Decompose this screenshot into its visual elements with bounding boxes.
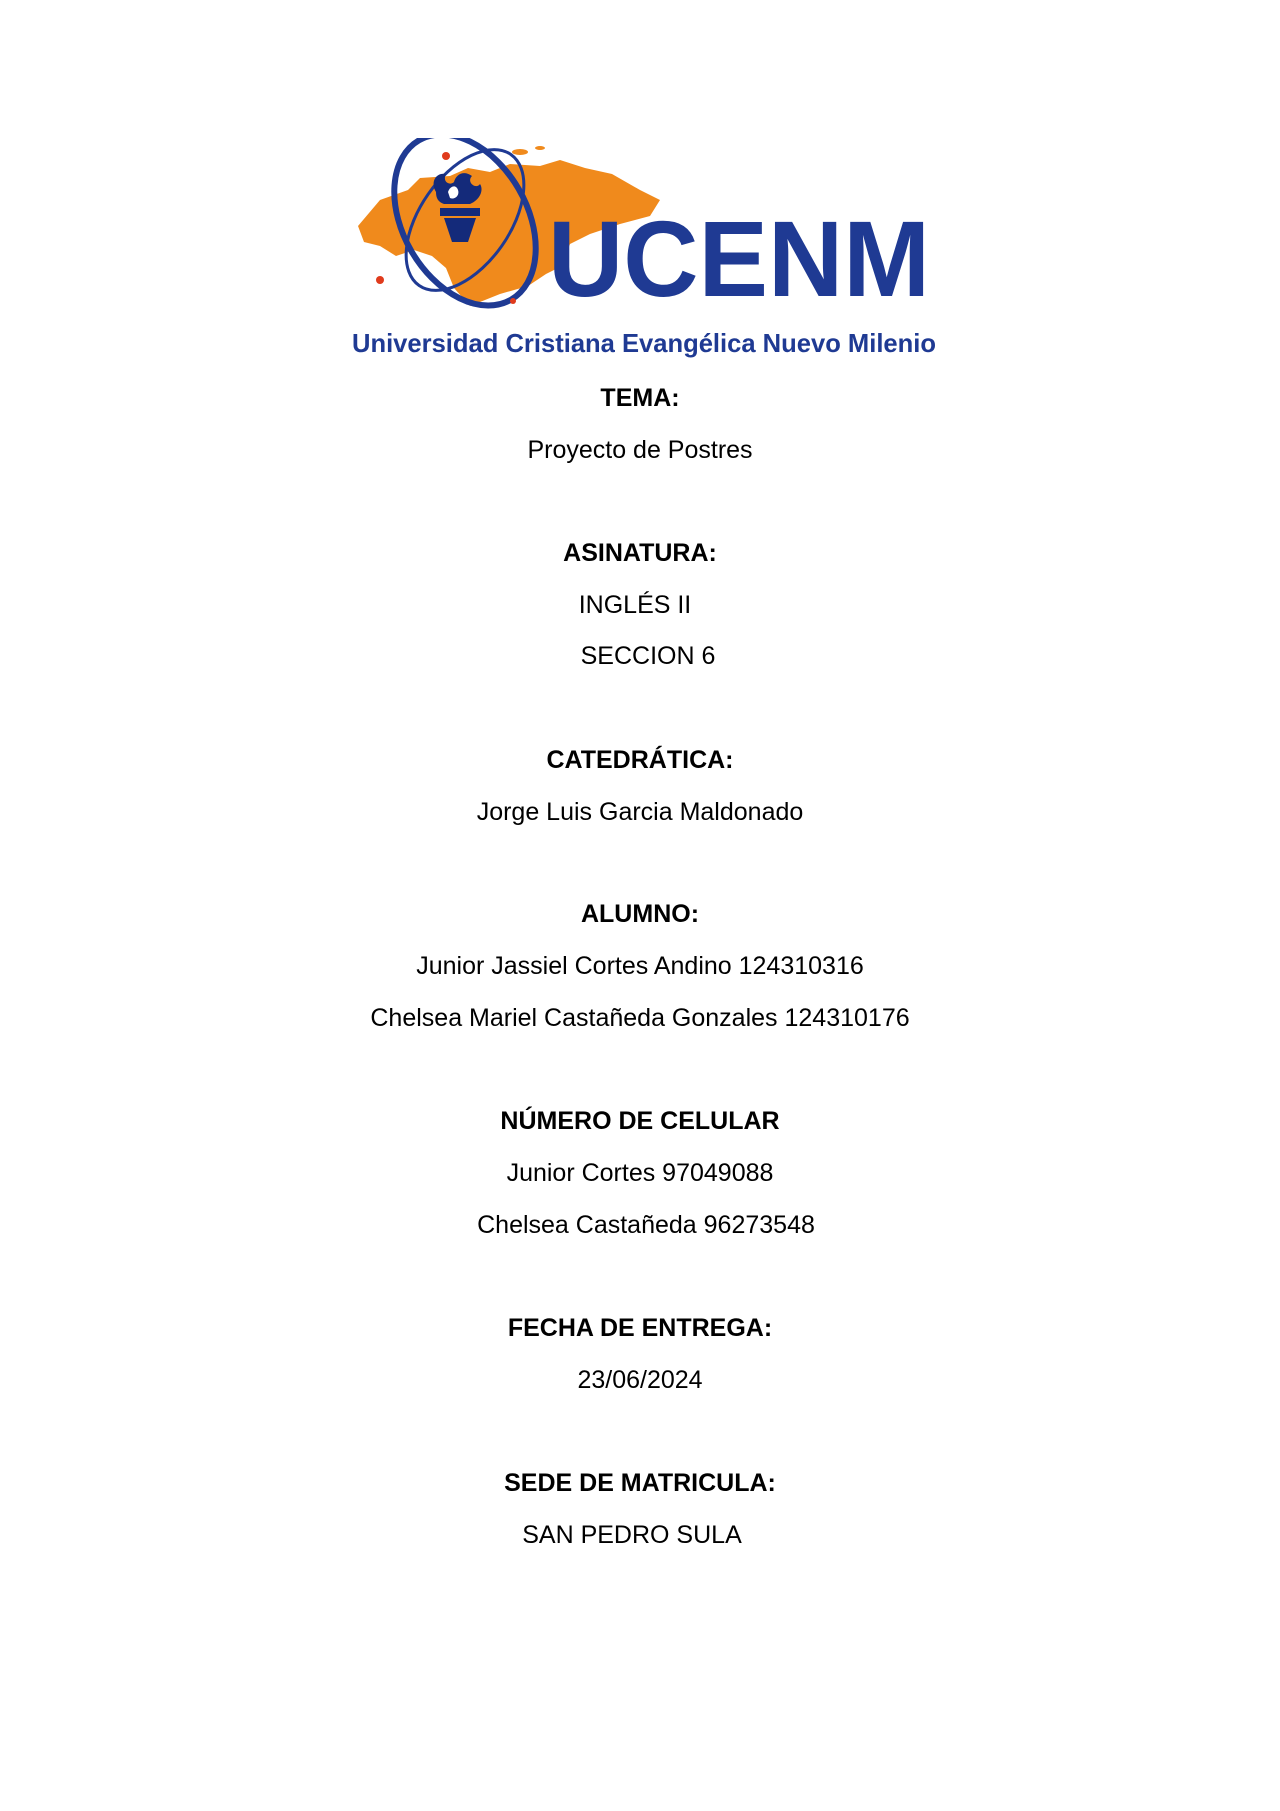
asignatura-section: SECCION 6 [580,642,716,670]
catedratica-heading: CATEDRÁTICA: [546,746,734,774]
celular-heading: NÚMERO DE CELULAR [500,1107,780,1135]
tema-heading: TEMA: [600,384,680,412]
sede-value: SAN PEDRO SULA [522,1521,742,1549]
asignatura-heading: ASINATURA: [563,539,717,567]
alumno-heading: ALUMNO: [580,900,700,928]
celular-line-2: Chelsea Castañeda 96273548 [477,1211,815,1239]
celular-line-1: Junior Cortes 97049088 [506,1159,774,1187]
fecha-value: 23/06/2024 [577,1366,703,1394]
logo-acronym: UCENM [548,198,930,319]
fecha-heading: FECHA DE ENTREGA: [507,1314,773,1342]
tema-value: Proyecto de Postres [527,436,753,464]
alumno-name-1: Junior Jassiel Cortes Andino 124310316 [416,952,864,980]
ucenm-logo [350,138,940,366]
catedratica-value: Jorge Luis Garcia Maldonado [476,798,804,826]
asignatura-course: INGLÉS II [578,591,692,619]
sede-heading: SEDE DE MATRICULA: [504,1469,776,1497]
alumno-name-2: Chelsea Mariel Castañeda Gonzales 124310176 [370,1004,910,1032]
ucenm-logo-graphic [350,138,940,366]
logo-university-name: Universidad Cristiana Evangélica Nuevo Milenio [352,328,936,358]
